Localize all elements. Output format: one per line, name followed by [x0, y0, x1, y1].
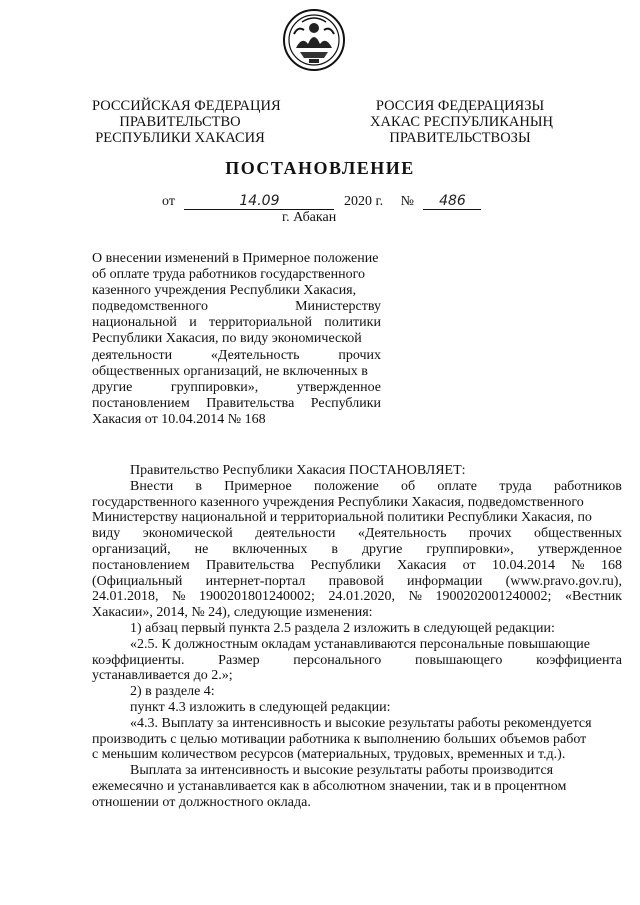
body-word: интернет-портал: [205, 573, 306, 589]
body-word: «Вестник: [564, 589, 622, 605]
body-word: государственного казенного учреждения Республики Хакасия, подведомственного: [92, 494, 584, 510]
body-line: [92, 653, 622, 669]
subject-word: деятельности: [92, 347, 173, 363]
subject-word: О внесении изменений в Примерное положение: [92, 251, 379, 266]
body-word: Правительство Республики Хакасия ПОСТАНОВЛЯЕТ:: [130, 463, 466, 478]
body-line: [92, 795, 622, 811]
subject-word: постановлением: [92, 395, 190, 411]
header-right-line: РОССИЯ ФЕДЕРАЦИЯЗЫ: [375, 98, 545, 114]
body-word: другие: [361, 541, 403, 557]
body-word: Хакасия: [397, 557, 447, 573]
body-word: 24.01.2020,: [328, 589, 395, 605]
body-word: общественных: [534, 526, 622, 542]
subject-word: общественных организаций, не включенных в: [92, 363, 368, 379]
body-line: [92, 605, 622, 621]
body-word: «4.3. Выплату за интенсивность и высокие результаты работы рекомендуется: [130, 715, 592, 731]
body-word: Примерное: [224, 478, 292, 494]
subject-word: казенного учреждения Республики Хакасия,: [92, 283, 357, 299]
body-word: отношении от должностного оклада.: [92, 794, 311, 810]
body-word: в: [331, 541, 338, 557]
body-word: группировки»,: [426, 541, 514, 557]
body-word: в: [195, 478, 203, 494]
body-word: 2) в разделе 4:: [130, 684, 215, 700]
subject-word: подведомственного: [92, 299, 208, 315]
subject-word: политики: [324, 315, 381, 331]
body-word: №: [571, 557, 585, 573]
body-word: Правительства: [206, 557, 295, 573]
subject-line: [92, 412, 381, 428]
subject-word: территориальной: [209, 315, 312, 331]
body-word: информации: [407, 573, 483, 589]
body-line: [92, 526, 622, 542]
header-right: [370, 98, 553, 146]
document-title: ПОСТАНОВЛЕНИЕ: [225, 158, 415, 178]
date-year: 2020 г.: [343, 194, 384, 209]
subject-line: [92, 380, 381, 396]
subject-line: [92, 348, 381, 364]
subject-line: [92, 251, 381, 267]
body-word: экономической: [142, 526, 233, 542]
subject-block: [92, 251, 381, 428]
body-word: устанавливается до 2.»;: [92, 668, 233, 684]
body-word: с меньшим количеством ресурсов (материальных, трудовых, временных и т.д.).: [92, 747, 566, 763]
subject-word: утвержденное: [296, 379, 381, 395]
body-line: [92, 510, 622, 526]
body-word: №: [172, 589, 186, 605]
body-word: Размер: [218, 652, 260, 668]
body-word: (Официальный: [92, 573, 183, 589]
number-label: №: [400, 194, 414, 209]
body-word: 24.01.2018,: [92, 589, 159, 605]
subject-word: Правительства: [206, 395, 295, 411]
body-word: 1) абзац первый пункта 2.5 раздела 2 изложить в следующей редакции:: [130, 620, 555, 636]
body-line: [92, 700, 622, 716]
subject-line: [92, 315, 381, 331]
coat-of-arms-emblem: [282, 8, 346, 72]
body-word: Выплата за интенсивность и высокие результаты работы производится: [130, 763, 554, 779]
body-word: коэффициенты.: [92, 652, 185, 668]
body-line: [92, 684, 622, 700]
body-line: [92, 668, 622, 684]
body-word: ежемесячно и устанавливается как в абсолютном значении, так и в процентном: [92, 778, 567, 794]
body-line: [92, 732, 622, 748]
subject-word: национальной: [92, 315, 177, 331]
body-line: [92, 763, 622, 779]
body-word: об: [401, 478, 416, 494]
date-from-label: от: [162, 194, 175, 209]
subject-word: «Деятельность: [210, 347, 300, 363]
body-word: Министерству национальной и территориальной политики Республики Хакасия, по: [92, 510, 592, 526]
body-word: Хакасии», 2014, № 24), следующие изменения:: [92, 605, 373, 621]
body-line: [92, 542, 622, 558]
body-word: положение: [313, 478, 379, 494]
body-word: труда: [499, 478, 532, 494]
body-word: №: [408, 589, 422, 605]
body-line: [92, 479, 622, 495]
header-left-line: РЕСПУБЛИКИ ХАКАСИЯ: [95, 130, 265, 146]
subject-line: [92, 396, 381, 412]
body-word: оплате: [437, 478, 477, 494]
body-word: постановлением: [92, 557, 190, 573]
body-word: повышающего: [415, 652, 503, 668]
body-line: [92, 463, 622, 479]
subject-word: Министерству: [295, 299, 381, 315]
body-word: 10.04.2014: [491, 557, 555, 573]
body-line: [92, 589, 622, 605]
body-word: от: [462, 557, 476, 573]
body-word: прочих: [468, 526, 512, 542]
body-word: работников: [553, 478, 622, 494]
header-left-line: ПРАВИТЕЛЬСТВО: [119, 114, 241, 130]
body-word: Республики: [310, 557, 381, 573]
body-line: [92, 558, 622, 574]
body-word: 1900201801240002;: [199, 589, 315, 605]
subject-word: об оплате труда работников государственного: [92, 267, 365, 283]
body-word: (www.pravo.gov.ru),: [505, 573, 622, 589]
header-right-line: ПРАВИТЕЛЬСТВОЗЫ: [389, 130, 531, 146]
body-word: деятельности: [255, 526, 336, 542]
subject-word: группировки»,: [170, 379, 259, 395]
subject-word: другие: [92, 379, 133, 395]
body-line: [92, 716, 622, 732]
handwritten-number: 486: [423, 193, 481, 210]
body-word: коэффициента: [536, 652, 622, 668]
city-name: г. Абакан: [282, 210, 337, 225]
body-word: пункт 4.3 изложить в следующей редакции:: [130, 699, 391, 715]
header-left-line: РОССИЙСКАЯ ФЕДЕРАЦИЯ: [92, 98, 281, 114]
subject-word: и: [189, 315, 197, 331]
body-word: виду: [92, 526, 121, 542]
subject-word: Хакасия от 10.04.2014 № 168: [92, 411, 266, 427]
subject-line: [92, 299, 381, 315]
body-line: [92, 495, 622, 511]
body-text: [92, 463, 622, 811]
subject-line: [92, 283, 381, 299]
body-line: [92, 779, 622, 795]
body-word: включенных: [232, 541, 308, 557]
header-right-line: ХАКАС РЕСПУБЛИКАНЫҢ: [370, 114, 553, 130]
body-line: [92, 621, 622, 637]
handwritten-date: 14.09: [184, 193, 334, 210]
header-left: [92, 98, 281, 146]
body-line: [92, 574, 622, 590]
body-word: «2.5. К должностным окладам устанавливаются персональные повышающие: [130, 636, 590, 652]
body-word: организаций,: [92, 541, 171, 557]
body-word: правовой: [328, 573, 384, 589]
subject-line: [92, 364, 381, 380]
date-line: [162, 193, 481, 210]
body-word: персонального: [293, 652, 382, 668]
body-word: 168: [600, 557, 622, 573]
body-line: [92, 747, 622, 763]
body-word: утвержденное: [537, 541, 622, 557]
body-line: [92, 637, 622, 653]
subject-word: Республики Хакасия, по виду экономической: [92, 331, 362, 347]
subject-word: прочих: [338, 347, 381, 363]
body-word: 1900202001240002;: [435, 589, 552, 605]
body-word: не: [194, 541, 209, 557]
subject-line: [92, 331, 381, 347]
subject-line: [92, 267, 381, 283]
subject-word: Республики: [310, 395, 381, 411]
body-word: Внести: [130, 478, 174, 494]
body-word: производить с целью мотивации работника к выполнению больших объемов работ: [92, 731, 587, 747]
body-word: «Деятельность: [357, 526, 447, 542]
